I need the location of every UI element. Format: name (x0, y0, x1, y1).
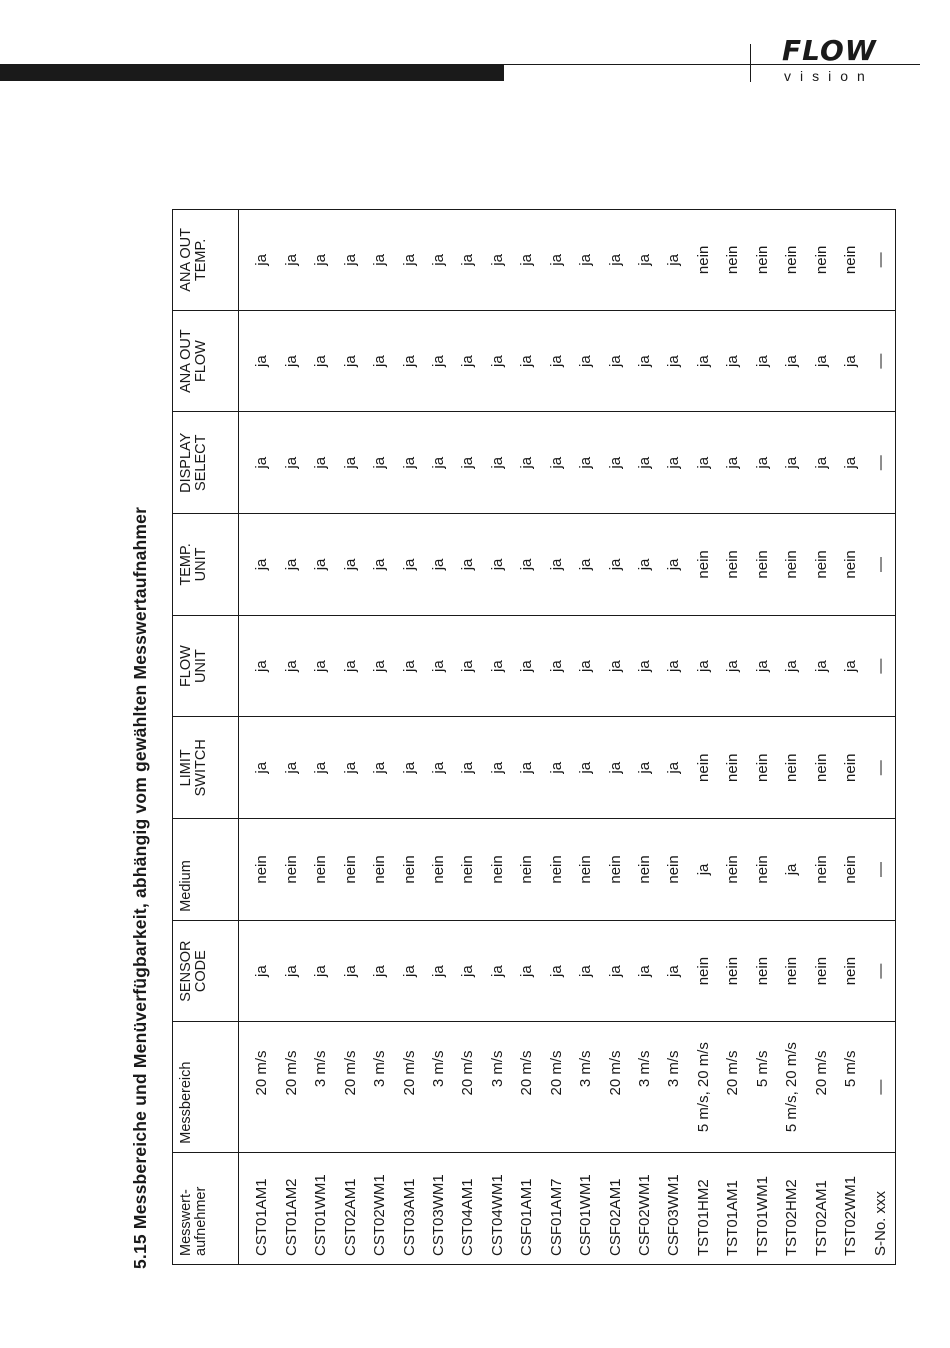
table-cell: 20 m/s (600, 1022, 629, 1152)
table-cell: 3 m/s (306, 1022, 335, 1152)
table-cell: ja (748, 615, 777, 717)
table-cell: ja (836, 310, 865, 412)
table-cell: ja (659, 920, 688, 1022)
table-cell: ja (600, 514, 629, 616)
table-cell: CST01WM1 (312, 1174, 330, 1256)
table-cell: ja (512, 412, 541, 514)
table-cell: ja (777, 310, 806, 412)
table-cell: nein (777, 717, 806, 819)
table-cell: nein (836, 819, 865, 921)
table-cell: ja (512, 615, 541, 717)
table-cell: ja (394, 412, 423, 514)
table-cell: S-No. xxx (871, 1190, 889, 1256)
table-cell: nein (365, 819, 394, 921)
table-row (277, 210, 306, 1265)
table-cell: ja (453, 310, 482, 412)
table-cell: ja (571, 412, 600, 514)
table-cell: ja (630, 310, 659, 412)
table-cell: ja (512, 514, 541, 616)
table-cell: ja (806, 412, 835, 514)
table-cell: ja (542, 310, 571, 412)
table-cell: nein (718, 514, 747, 616)
table-cell: nein (277, 819, 306, 921)
table-cell: nein (836, 514, 865, 616)
table-cell: — (865, 819, 895, 921)
table-cell: ja (512, 920, 541, 1022)
table-cell: ja (542, 717, 571, 819)
table-cell: ja (335, 210, 364, 311)
table-cell: ja (718, 310, 747, 412)
table-cell: ja (571, 920, 600, 1022)
table-cell: ja (394, 514, 423, 616)
table-cell: — (865, 210, 895, 311)
table-cell: ja (306, 210, 335, 311)
column-header (173, 310, 239, 412)
table-cell: 20 m/s (718, 1022, 747, 1152)
table-cell: nein (718, 717, 747, 819)
table-cell: ja (394, 920, 423, 1022)
table-cell: nein (335, 819, 364, 921)
table-cell: ja (365, 210, 394, 311)
table-cell: nein (689, 717, 718, 819)
table-cell: ja (689, 819, 718, 921)
table-cell: ja (600, 615, 629, 717)
table-cell: TST01HM2 (694, 1179, 712, 1256)
table-cell: ja (689, 615, 718, 717)
table-cell: nein (836, 717, 865, 819)
table-cell: ja (600, 310, 629, 412)
table-cell: 5 m/s, 20 m/s (689, 1022, 718, 1152)
table-cell: 5 m/s (748, 1022, 777, 1152)
table-cell: ja (483, 514, 512, 616)
table-cell: ja (571, 310, 600, 412)
table-cell: nein (571, 819, 600, 921)
table-cell: CSF03WM1 (665, 1174, 683, 1256)
table-cell: TST01AM1 (724, 1180, 742, 1256)
table-cell: ja (277, 310, 306, 412)
table-cell: ja (453, 717, 482, 819)
table-cell: ja (239, 920, 277, 1022)
table-cell: ja (630, 210, 659, 311)
table-row (453, 210, 482, 1265)
table-cell: ja (424, 210, 453, 311)
logo-sub-text: vision (784, 68, 874, 84)
table-cell: ja (335, 310, 364, 412)
table-cell: nein (748, 210, 777, 311)
table-cell: ja (483, 717, 512, 819)
column-header (173, 920, 239, 1022)
table-cell: nein (630, 819, 659, 921)
table-cell: CSF01WM1 (577, 1174, 595, 1256)
column-header-line: aufnehmer (193, 1186, 209, 1256)
table-cell: ja (424, 615, 453, 717)
table-cell: — (865, 1022, 895, 1152)
rotated-content (120, 209, 940, 1269)
table-cell: 20 m/s (239, 1022, 277, 1152)
table-cell: nein (836, 920, 865, 1022)
table-cell: nein (806, 210, 835, 311)
column-header-line: Medium (178, 860, 194, 912)
table-cell: 3 m/s (365, 1022, 394, 1152)
table-cell: ja (239, 615, 277, 717)
table-cell: ja (571, 514, 600, 616)
table-cell: ja (306, 615, 335, 717)
table-body (239, 210, 896, 1265)
table-cell: CST02WM1 (371, 1174, 389, 1256)
table-cell: nein (718, 210, 747, 311)
column-header (173, 819, 239, 921)
table-cell: ja (571, 210, 600, 311)
table-cell: TST02AM1 (812, 1180, 830, 1256)
table-cell: ja (718, 615, 747, 717)
table-cell: ja (777, 615, 806, 717)
table-row (542, 210, 571, 1265)
table-row (600, 210, 629, 1265)
table-cell: nein (748, 819, 777, 921)
table-row (571, 210, 600, 1265)
table-row (777, 210, 806, 1265)
table-cell: ja (630, 717, 659, 819)
column-header-line: SWITCH (193, 739, 209, 797)
table-cell: ja (806, 615, 835, 717)
table-cell: ja (365, 412, 394, 514)
table-cell: ja (277, 412, 306, 514)
table-cell: nein (836, 210, 865, 311)
table-cell: — (865, 717, 895, 819)
table-cell: ja (424, 920, 453, 1022)
table-cell: 5 m/s, 20 m/s (777, 1022, 806, 1152)
table-cell: ja (335, 412, 364, 514)
table-cell: ja (335, 615, 364, 717)
table-cell: 20 m/s (277, 1022, 306, 1152)
table-cell: ja (453, 920, 482, 1022)
table-cell: ja (689, 310, 718, 412)
table-cell: 3 m/s (571, 1022, 600, 1152)
table-cell: CST01AM2 (282, 1178, 300, 1256)
table-cell: ja (239, 412, 277, 514)
table-cell: ja (659, 615, 688, 717)
column-header (173, 1022, 239, 1152)
table-cell: ja (512, 210, 541, 311)
table-cell: nein (806, 819, 835, 921)
column-header-line: SELECT (193, 434, 209, 491)
table-cell: nein (512, 819, 541, 921)
table-cell: 20 m/s (512, 1022, 541, 1152)
table-cell: ja (483, 310, 512, 412)
column-header-line: Messbereich (178, 1061, 194, 1144)
table-cell: CSF01AM1 (518, 1178, 536, 1256)
table-cell: ja (659, 514, 688, 616)
table-cell: ja (394, 210, 423, 311)
table-cell: nein (748, 514, 777, 616)
table-cell: ja (718, 412, 747, 514)
column-header (173, 514, 239, 616)
column-header (173, 1152, 239, 1264)
table-cell: ja (365, 310, 394, 412)
table-cell: 5 m/s (836, 1022, 865, 1152)
table-cell: ja (365, 514, 394, 616)
table-cell: ja (306, 310, 335, 412)
table-row (394, 210, 423, 1265)
table-cell: nein (453, 819, 482, 921)
table-cell: ja (483, 920, 512, 1022)
table-cell: nein (424, 819, 453, 921)
table-cell: — (865, 514, 895, 616)
table-cell: ja (630, 412, 659, 514)
table-row (689, 210, 718, 1265)
column-header-line: UNIT (193, 547, 209, 582)
table-cell: ja (424, 514, 453, 616)
table-cell: ja (630, 615, 659, 717)
column-header (173, 615, 239, 717)
table-cell: ja (689, 412, 718, 514)
table-cell: ja (453, 514, 482, 616)
table-cell: ja (571, 615, 600, 717)
table-cell: ja (365, 717, 394, 819)
table-cell: 20 m/s (394, 1022, 423, 1152)
table-cell: ja (542, 210, 571, 311)
header-bar (0, 64, 504, 81)
table-cell: 20 m/s (453, 1022, 482, 1152)
table-cell: nein (748, 717, 777, 819)
table-cell: ja (335, 514, 364, 616)
table-row (512, 210, 541, 1265)
table-cell: nein (748, 920, 777, 1022)
table-cell: ja (542, 412, 571, 514)
table-cell: nein (777, 210, 806, 311)
table-cell: CSF02AM1 (606, 1178, 624, 1256)
table-cell: CST04WM1 (488, 1174, 506, 1256)
table-cell: CSF01AM7 (547, 1178, 565, 1256)
table-cell: TST02HM2 (783, 1179, 801, 1256)
table-cell: nein (542, 819, 571, 921)
table-row (865, 210, 895, 1265)
column-header-line: FLOW (193, 340, 209, 383)
column-header-line: ANA OUT (178, 228, 194, 292)
column-header (173, 210, 239, 311)
table-cell: ja (748, 412, 777, 514)
table-cell: 20 m/s (806, 1022, 835, 1152)
table-cell: — (865, 920, 895, 1022)
column-header-line: FLOW (178, 645, 194, 688)
table-cell: 3 m/s (630, 1022, 659, 1152)
table-cell: ja (836, 412, 865, 514)
table-cell: ja (453, 412, 482, 514)
table-cell: ja (306, 717, 335, 819)
table-cell: ja (277, 210, 306, 311)
column-header (173, 412, 239, 514)
table-row (306, 210, 335, 1265)
table-cell: ja (335, 717, 364, 819)
column-header-line: CODE (193, 950, 209, 993)
table-cell: nein (806, 514, 835, 616)
table-cell: ja (542, 920, 571, 1022)
table-cell: ja (659, 310, 688, 412)
table-cell: ja (659, 412, 688, 514)
table-cell: ja (483, 615, 512, 717)
table-cell: nein (306, 819, 335, 921)
table-cell: ja (659, 717, 688, 819)
table-cell: nein (689, 920, 718, 1022)
table-cell: ja (277, 615, 306, 717)
table-cell: ja (483, 412, 512, 514)
column-header-line: LIMIT (178, 749, 194, 787)
table-cell: nein (483, 819, 512, 921)
table-cell: ja (424, 412, 453, 514)
table-cell: ja (394, 310, 423, 412)
column-header-line: DISPLAY (178, 432, 194, 493)
table-cell: ja (542, 514, 571, 616)
table-cell: ja (424, 310, 453, 412)
column-header-line: UNIT (193, 649, 209, 684)
table-cell: ja (600, 412, 629, 514)
table-cell: ja (239, 210, 277, 311)
table-cell: ja (277, 920, 306, 1022)
table-cell: ja (836, 615, 865, 717)
table-cell: ja (512, 717, 541, 819)
table-cell: — (865, 310, 895, 412)
table-cell: ja (542, 615, 571, 717)
table-cell: ja (335, 920, 364, 1022)
table-cell: ja (777, 819, 806, 921)
table-row (748, 210, 777, 1265)
table-cell: — (865, 615, 895, 717)
table-row (630, 210, 659, 1265)
table-cell: CST03WM1 (429, 1174, 447, 1256)
column-header (173, 717, 239, 819)
table-header-row (173, 210, 239, 1265)
table-cell: CSF02WM1 (636, 1174, 654, 1256)
table-row (659, 210, 688, 1265)
flow-vision-logo (770, 34, 920, 88)
table-cell: ja (365, 920, 394, 1022)
table-cell: ja (239, 514, 277, 616)
table-cell: ja (453, 210, 482, 311)
table-row (718, 210, 747, 1265)
table-row (836, 210, 865, 1265)
table-cell: ja (424, 717, 453, 819)
table-cell: TST01WM1 (753, 1175, 771, 1256)
table-cell: nein (239, 819, 277, 921)
table-row (239, 210, 277, 1265)
table-cell: nein (777, 514, 806, 616)
column-header-line: SENSOR (178, 940, 194, 1002)
table-cell: ja (806, 310, 835, 412)
table-cell: ja (306, 920, 335, 1022)
section-heading: 5.15 Messbereiche und Menüverfügbarkeit, abhängig vom gewählten Messwertaufnahmer (130, 506, 150, 1269)
table-cell: nein (659, 819, 688, 921)
table-cell: nein (394, 819, 423, 921)
table-cell: ja (600, 920, 629, 1022)
column-header-line: Messwert- (178, 1189, 194, 1256)
table-row (806, 210, 835, 1265)
table-row (365, 210, 394, 1265)
logo-rule (898, 64, 918, 65)
column-header-line: TEMP. (178, 543, 194, 586)
table-cell: ja (512, 310, 541, 412)
table-cell: ja (277, 514, 306, 616)
table-row (483, 210, 512, 1265)
table-cell: CST04AM1 (459, 1178, 477, 1256)
header-divider (750, 44, 751, 82)
table-cell: ja (239, 310, 277, 412)
table-cell: ja (453, 615, 482, 717)
table-cell: ja (600, 717, 629, 819)
table-cell: ja (630, 514, 659, 616)
logo-main-text: FLOW (782, 34, 877, 67)
table-cell: ja (483, 210, 512, 311)
table-cell: CST01AM1 (253, 1178, 271, 1256)
table-cell: CST03AM1 (400, 1178, 418, 1256)
table-cell: 3 m/s (424, 1022, 453, 1152)
table-cell: ja (306, 514, 335, 616)
column-header-line: ANA OUT (178, 329, 194, 393)
table-cell: nein (718, 819, 747, 921)
table-cell: ja (239, 717, 277, 819)
table-cell: ja (571, 717, 600, 819)
table-cell: nein (806, 717, 835, 819)
table-cell: nein (718, 920, 747, 1022)
table-cell: TST02WM1 (842, 1175, 860, 1256)
table-cell: ja (365, 615, 394, 717)
table-cell: ja (630, 920, 659, 1022)
column-header-line: TEMP. (193, 238, 209, 282)
table-cell: nein (806, 920, 835, 1022)
table-cell: ja (277, 717, 306, 819)
table-cell: ja (748, 310, 777, 412)
table-cell: nein (689, 514, 718, 616)
table-cell: ja (394, 717, 423, 819)
table-cell: — (865, 412, 895, 514)
table-row (424, 210, 453, 1265)
table-cell: 3 m/s (659, 1022, 688, 1152)
table-cell: nein (600, 819, 629, 921)
availability-table (172, 209, 896, 1265)
table-cell: ja (600, 210, 629, 311)
table-cell: CST02AM1 (341, 1178, 359, 1256)
table-cell: 20 m/s (542, 1022, 571, 1152)
table-cell: nein (777, 920, 806, 1022)
table-cell: ja (777, 412, 806, 514)
table-cell: ja (306, 412, 335, 514)
table-row (335, 210, 364, 1265)
table-cell: ja (659, 210, 688, 311)
table-cell: ja (394, 615, 423, 717)
table-cell: nein (689, 210, 718, 311)
table-cell: 20 m/s (335, 1022, 364, 1152)
table-cell: 3 m/s (483, 1022, 512, 1152)
